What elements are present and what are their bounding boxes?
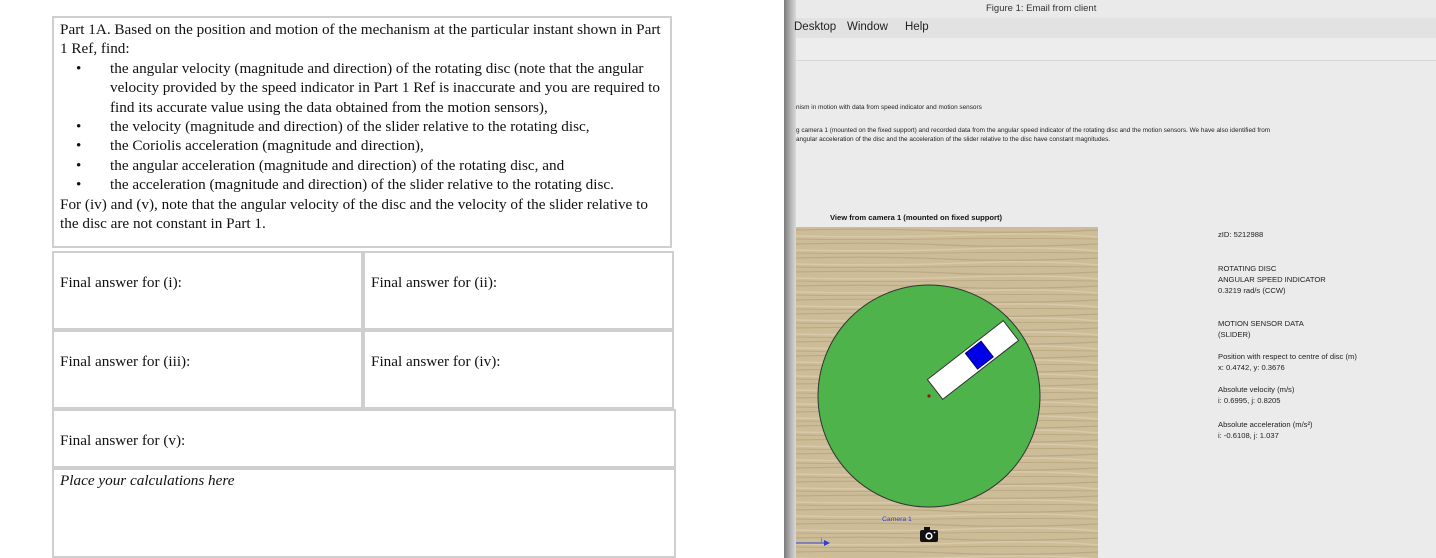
velocity-label: Absolute velocity (m/s) [1218, 385, 1295, 394]
motion-sensor-title: MOTION SENSOR DATA [1218, 319, 1304, 328]
figure-heading: nism in motion with data from speed indicator and motion sensors [796, 104, 982, 111]
question-note: For (iv) and (v), note that the angular velocity of the disc and the velocity of the slider relative to the disc are not constant in Part 1. [60, 195, 648, 233]
calculations-area[interactable] [52, 468, 676, 558]
motion-sensor-panel [1218, 318, 1304, 340]
menu-item-desktop[interactable]: Desktop [794, 21, 837, 33]
bullet: • [76, 156, 82, 174]
position-value: x: 0.4742, y: 0.3676 [1218, 363, 1285, 372]
toolbar [796, 38, 1436, 61]
motion-sensor-subtitle: (SLIDER) [1218, 330, 1251, 339]
answer-cell-iv[interactable] [363, 330, 674, 409]
disc-indicator-subtitle: ANGULAR SPEED INDICATOR [1218, 275, 1326, 284]
acceleration-value: i: -0.6108, j: 1.037 [1218, 431, 1279, 440]
menu-item-window[interactable]: Window [847, 21, 888, 33]
camera-view-svg [796, 227, 1098, 558]
menu-item-help[interactable]: Help [905, 21, 929, 33]
answer-label-iii: Final answer for (iii): [60, 353, 191, 370]
question-item-i: • the angular velocity (magnitude and direction) of the rotating disc (note that the angular velocity provided by the speed indicator in Part 1 Ref is inaccurate and you are required to find its accurate value using the data obtained from the motion sensors), [76, 59, 660, 116]
answer-label-i: Final answer for (i): [60, 274, 182, 291]
x-axis-label: i [821, 538, 823, 544]
position-readout [1218, 351, 1357, 373]
disc-centre [927, 394, 930, 397]
calculations-label: Place your calculations here [60, 472, 235, 489]
disc-indicator-title: ROTATING DISC [1218, 264, 1277, 273]
answer-cell-i[interactable] [52, 251, 363, 330]
answer-cell-iii[interactable] [52, 330, 363, 409]
velocity-value: i: 0.6995, j: 0.8205 [1218, 396, 1281, 405]
position-label: Position with respect to centre of disc (m) [1218, 352, 1357, 361]
question-intro: Part 1A. Based on the position and motion of the mechanism at the particular instant shown in Part 1 Ref, find: [60, 21, 661, 58]
camera-view-label: View from camera 1 (mounted on fixed support) [830, 213, 1003, 222]
acceleration-label: Absolute acceleration (m/s²) [1218, 420, 1313, 429]
bullet: • [76, 176, 82, 194]
question-box [52, 16, 672, 248]
camera-view [796, 227, 1098, 558]
figure-window [784, 0, 1436, 558]
question-item-iii: • the Coriolis acceleration (magnitude and direction), [76, 137, 424, 155]
acceleration-readout [1218, 419, 1313, 441]
description-line-2: angular acceleration of the disc and the acceleration of the slider relative to the disc have constant magnitudes. [796, 136, 1111, 143]
disc-angular-speed-value: 0.3219 rad/s (CCW) [1218, 286, 1286, 295]
document-page [52, 16, 676, 558]
bullet: • [76, 118, 82, 136]
figure-description [796, 126, 1396, 144]
question-item-v: • the acceleration (magnitude and direction) of the slider relative to the rotating disc. [76, 176, 614, 194]
answer-label-iv: Final answer for (iv): [371, 353, 501, 370]
title-bar[interactable] [796, 0, 1436, 18]
description-line-1: g camera 1 (mounted on the fixed support) and recorded data from the angular speed indicator of the rotating disc and the motion sensors. We have also identified from [796, 127, 1271, 134]
question-list [60, 59, 670, 195]
velocity-readout [1218, 384, 1294, 406]
answer-cell-ii[interactable] [363, 251, 674, 330]
answer-cell-v[interactable] [52, 409, 676, 468]
disc-indicator-panel [1218, 263, 1326, 296]
zid-readout: zID: 5212988 [1218, 230, 1264, 239]
bullet: • [76, 137, 82, 155]
figure-content [796, 61, 1436, 558]
answer-label-ii: Final answer for (ii): [371, 274, 498, 291]
bullet: • [76, 59, 82, 77]
question-item-iv: • the angular acceleration (magnitude and direction) of the rotating disc, and [76, 156, 565, 174]
window-edge-shadow [784, 0, 796, 558]
menu-bar [796, 18, 1436, 39]
camera-label: Camera 1 [882, 516, 912, 523]
answer-label-v: Final answer for (v): [60, 432, 186, 449]
question-item-ii: • the velocity (magnitude and direction) of the slider relative to the rotating disc, [76, 118, 590, 136]
window-title: Figure 1: Email from client [986, 3, 1097, 14]
